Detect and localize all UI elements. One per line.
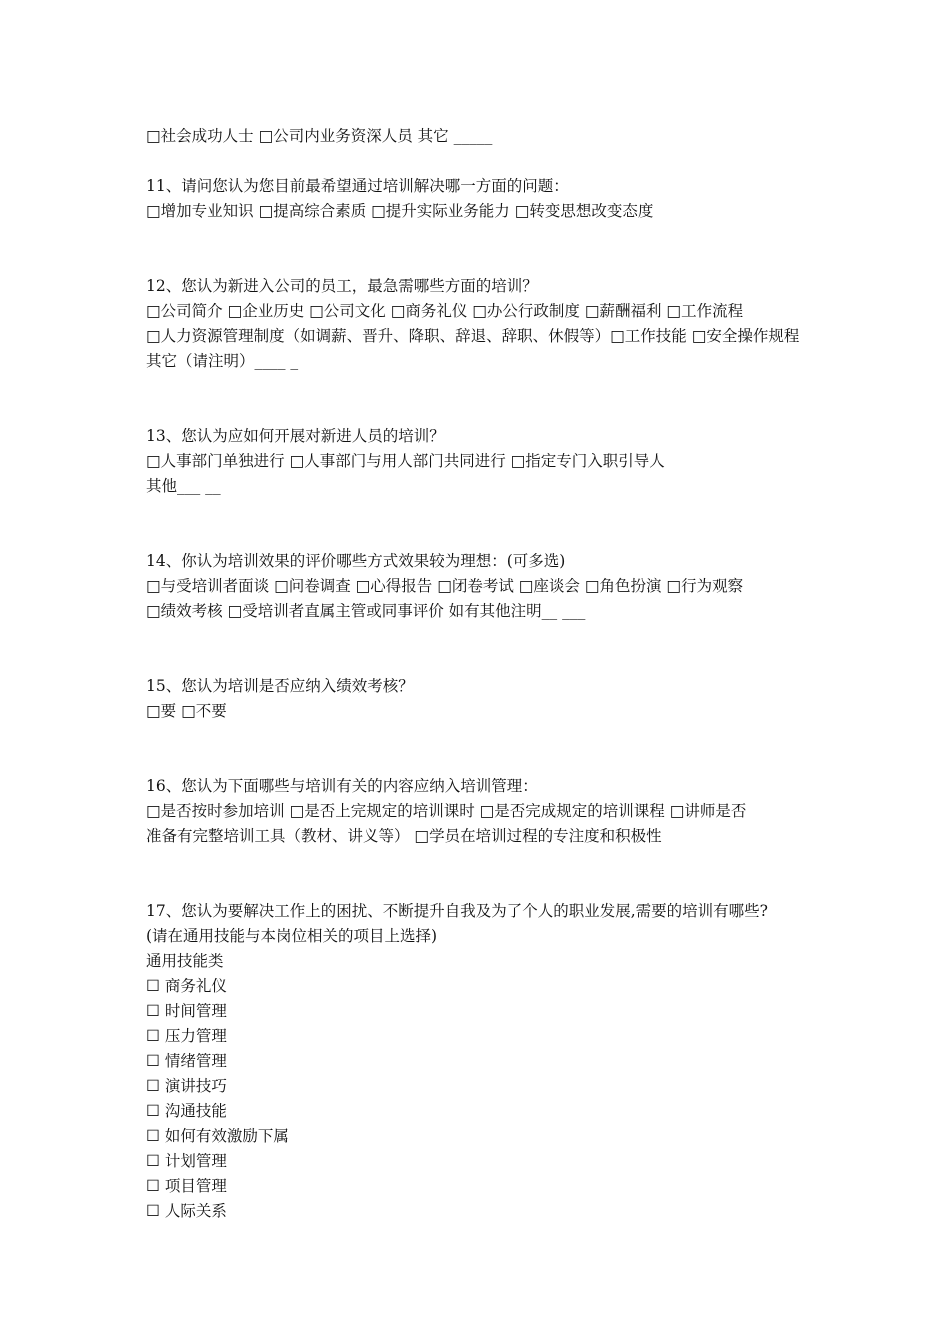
- q15-options: □要 □不要: [146, 702, 227, 720]
- q17-option-item: ☐ 项目管理: [146, 1177, 227, 1195]
- q17-option-item: ☐ 压力管理: [146, 1027, 227, 1045]
- q17-option-item: ☐ 时间管理: [146, 1002, 227, 1020]
- q17-category-heading: 通用技能类: [146, 952, 224, 970]
- q17-option-item: ☐ 计划管理: [146, 1152, 227, 1170]
- q17-question: 17、您认为要解决工作上的困扰、不断提升自我及为了个人的职业发展,需要的培训有哪些?: [146, 902, 768, 920]
- q16-options-1: □是否按时参加培训 □是否上完规定的培训课时 □是否完成规定的培训课程 □讲师是否: [146, 802, 747, 820]
- q17-option-item: ☐ 商务礼仪: [146, 977, 227, 995]
- q10-options-cont: □社会成功人士 □公司内业务资深人员 其它 _____: [146, 127, 493, 145]
- q17-option-item: ☐ 人际关系: [146, 1202, 227, 1220]
- q14-options-1: □与受培训者面谈 □问卷调查 □心得报告 □闭卷考试 □座谈会 □角色扮演 □行为观察: [146, 577, 744, 595]
- q12-question: 12、您认为新进入公司的员工，最急需哪些方面的培训？: [146, 277, 538, 295]
- q17-instruction: (请在通用技能与本岗位相关的项目上选择): [146, 927, 438, 945]
- q17-option-item: ☐ 沟通技能: [146, 1102, 227, 1120]
- q16-question: 16、您认为下面哪些与培训有关的内容应纳入培训管理：: [146, 777, 538, 795]
- q14-question: 14、你认为培训效果的评价哪些方式效果较为理想：(可多选): [146, 552, 566, 570]
- q13-other: 其他___ __: [146, 477, 221, 495]
- q17-option-item: ☐ 如何有效激励下属: [146, 1127, 289, 1145]
- q12-options-2: □人力资源管理制度（如调薪、晋升、降职、辞退、辞职、休假等）□工作技能 □安全操作规程: [146, 327, 800, 345]
- q16-options-2: 准备有完整培训工具（教材、讲义等） □学员在培训过程的专注度和积极性: [146, 827, 662, 845]
- q13-options: □人事部门单独进行 □人事部门与用人部门共同进行 □指定专门入职引导人: [146, 452, 665, 470]
- q12-other: 其它（请注明）____ _: [146, 352, 299, 370]
- q14-options-2: □绩效考核 □受培训者直属主管或同事评价 如有其他注明__ ___: [146, 602, 586, 620]
- document-page: [146, 124, 826, 1224]
- q11-question: 11、请问您认为您目前最希望通过培训解决哪一方面的问题：: [146, 177, 569, 195]
- q17-option-item: ☐ 情绪管理: [146, 1052, 227, 1070]
- q13-question: 13、您认为应如何开展对新进人员的培训？: [146, 427, 445, 445]
- q11-options: □增加专业知识 □提高综合素质 □提升实际业务能力 □转变思想改变态度: [146, 202, 654, 220]
- q15-question: 15、您认为培训是否应纳入绩效考核？: [146, 677, 414, 695]
- q12-options-1: □公司简介 □企业历史 □公司文化 □商务礼仪 □办公行政制度 □薪酬福利 □工作流程: [146, 302, 744, 320]
- q17-option-item: ☐ 演讲技巧: [146, 1077, 227, 1095]
